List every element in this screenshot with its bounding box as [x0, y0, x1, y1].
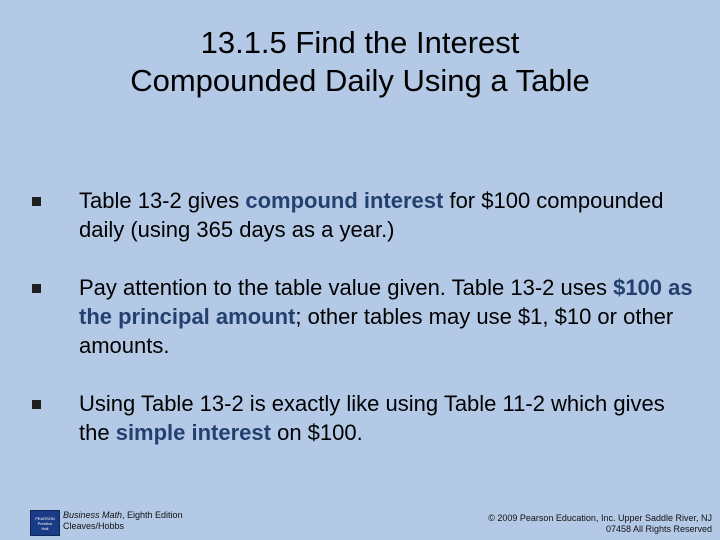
- bullet-list: [30, 186, 700, 476]
- bullet-text-part: Table 13-2 gives: [79, 188, 246, 213]
- bullet-text-part: Using Table 13-2 is exactly like using Table 11-2 which gives the: [79, 391, 665, 445]
- title-line-1: 13.1.5 Find the Interest: [200, 25, 520, 60]
- square-bullet-icon: [32, 400, 41, 409]
- footer-copyright: [488, 513, 712, 535]
- footer-book-info: [30, 510, 183, 536]
- bullet-highlight: $100 as the principal amount: [79, 275, 693, 329]
- bullet-text: [79, 391, 665, 445]
- pearson-logo-icon: [30, 510, 60, 536]
- bullet-text: [79, 188, 664, 242]
- bullet-highlight: simple interest: [115, 420, 271, 445]
- title-line-2: Compounded Daily Using a Table: [130, 63, 590, 98]
- bullet-item: [30, 186, 700, 244]
- bullet-item: [30, 389, 700, 447]
- bullet-text-part: for $100 compounded daily (using 365 days as a year.): [79, 188, 664, 242]
- slide-title: [40, 24, 680, 100]
- square-bullet-icon: [32, 197, 41, 206]
- bullet-text: [79, 275, 693, 358]
- copyright-line-2: 07458 All Rights Reserved: [605, 524, 712, 534]
- book-edition: , Eighth Edition: [122, 510, 183, 520]
- bullet-text-part: Pay attention to the table value given. Table 13-2 uses: [79, 275, 614, 300]
- logo-text: Hall: [41, 525, 49, 531]
- bullet-text-part: on $100.: [270, 420, 363, 445]
- logo-text: Prentice: [37, 520, 53, 526]
- logo-text: PEARSON: [35, 515, 55, 521]
- book-title: Business Math: [63, 510, 123, 520]
- copyright-line-1: © 2009 Pearson Education, Inc. Upper Saddle River, NJ: [488, 513, 712, 523]
- bullet-text-part: ; other tables may use $1, $10 or other amounts.: [79, 304, 674, 358]
- book-citation: [63, 510, 183, 532]
- square-bullet-icon: [32, 284, 41, 293]
- bullet-item: [30, 273, 700, 360]
- bullet-highlight: compound interest: [245, 188, 444, 213]
- book-authors: Cleaves/Hobbs: [63, 521, 125, 531]
